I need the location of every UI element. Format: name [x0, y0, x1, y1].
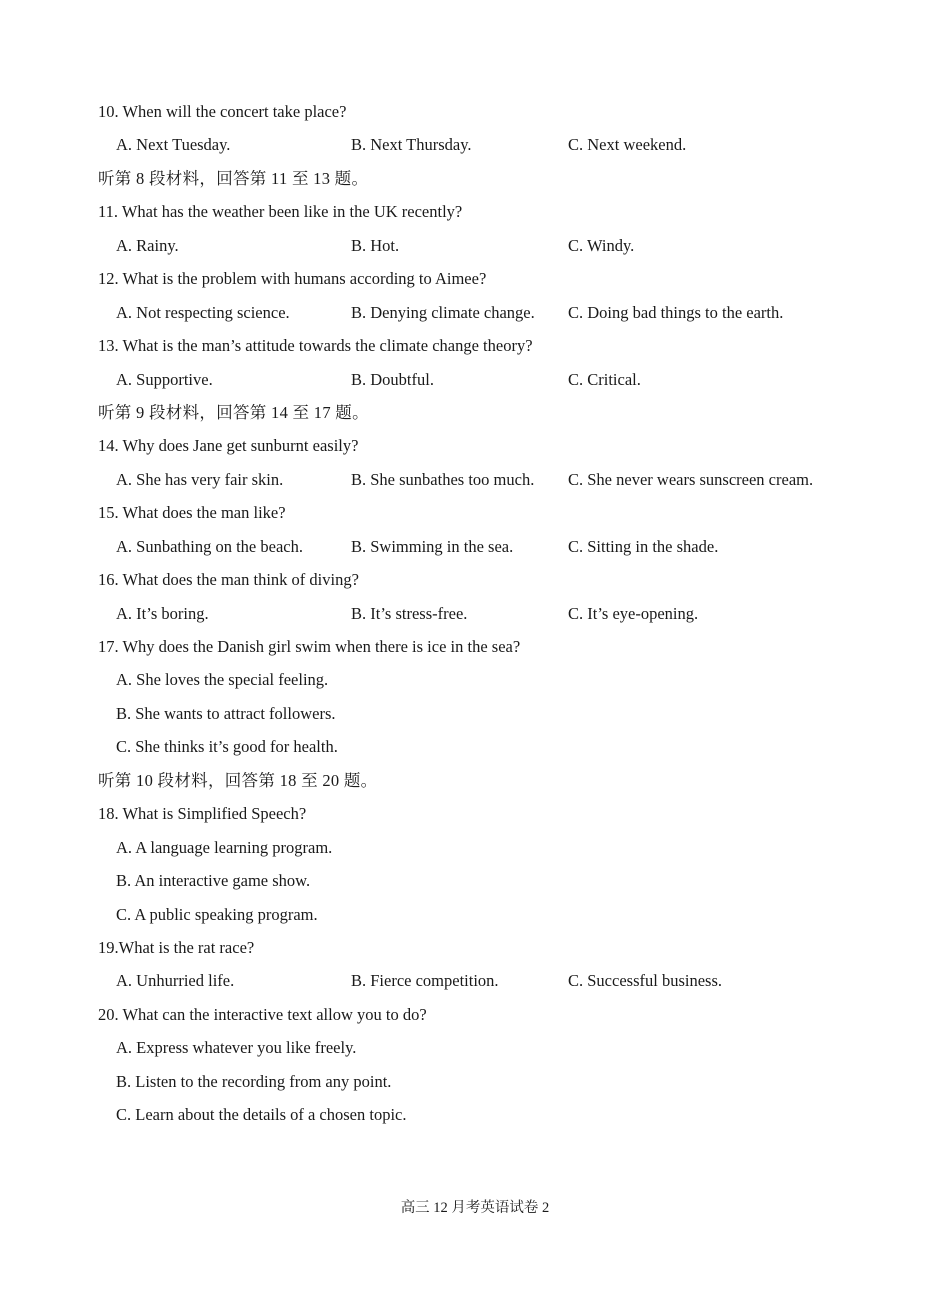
question-15: 15. What does the man like? — [98, 503, 286, 523]
question-20: 20. What can the interactive text allow you to do? — [98, 1004, 427, 1024]
option-18-a: A. A language learning program. — [116, 837, 333, 857]
page-content — [98, 98, 898, 1135]
option-20-a: A. Express whatever you like freely. — [116, 1038, 357, 1058]
option-16-b: B. It’s stress-free. — [351, 603, 468, 623]
option-10-c: C. Next weekend. — [568, 135, 687, 155]
question-16: 16. What does the man think of diving? — [98, 570, 359, 590]
question-17: 17. Why does the Danish girl swim when there is ice in the sea? — [98, 637, 521, 656]
option-14-c: C. She never wears sunscreen cream. — [568, 469, 814, 489]
option-13-b: B. Doubtful. — [351, 369, 434, 389]
option-19-a: A. Unhurried life. — [116, 971, 235, 991]
option-13-a: A. Supportive. — [116, 369, 213, 389]
option-11-c: C. Windy. — [568, 235, 635, 255]
option-14-b: B. She sunbathes too much. — [351, 469, 535, 489]
options-14 — [98, 466, 898, 499]
option-11-a: A. Rainy. — [116, 235, 179, 255]
option-16-c: C. It’s eye-opening. — [568, 603, 699, 623]
option-17-a: A. She loves the special feeling. — [116, 670, 329, 690]
question-13: 13. What is the man’s attitude towards the climate change theory? — [98, 336, 533, 356]
option-10-a: A. Next Tuesday. — [116, 135, 231, 155]
option-15-b: B. Swimming in the sea. — [351, 536, 514, 556]
options-15 — [98, 533, 898, 566]
question-18: 18. What is Simplified Speech? — [98, 804, 307, 824]
option-18-c: C. A public speaking program. — [116, 904, 318, 924]
options-19 — [98, 967, 898, 1000]
option-17-c: C. She thinks it’s good for health. — [116, 737, 338, 757]
section-8-instruction: 听第 8 段材料，回答第 11 至 13 题。 — [98, 168, 369, 188]
option-20-b: B. Listen to the recording from any point. — [116, 1071, 392, 1091]
question-10: 10. When will the concert take place? — [98, 102, 347, 121]
question-14: 14. Why does Jane get sunburnt easily? — [98, 436, 359, 456]
question-12: 12. What is the problem with humans according to Aimee? — [98, 269, 487, 289]
option-12-b: B. Denying climate change. — [351, 302, 535, 322]
option-19-c: C. Successful business. — [568, 971, 722, 991]
option-16-a: A. It’s boring. — [116, 603, 209, 623]
option-11-b: B. Hot. — [351, 235, 400, 255]
options-10 — [98, 131, 898, 164]
options-12 — [98, 299, 898, 332]
options-16 — [98, 600, 898, 633]
option-12-c: C. Doing bad things to the earth. — [568, 302, 784, 322]
question-11: 11. What has the weather been like in the UK recently? — [98, 202, 463, 222]
option-19-b: B. Fierce competition. — [351, 971, 499, 991]
page-footer: 高三 12 月考英语试卷 2 — [400, 1200, 550, 1216]
option-10-b: B. Next Thursday. — [351, 135, 472, 155]
section-10-instruction: 听第 10 段材料，回答第 18 至 20 题。 — [98, 770, 378, 790]
options-11 — [98, 232, 898, 265]
option-14-a: A. She has very fair skin. — [116, 469, 284, 489]
option-18-b: B. An interactive game show. — [116, 871, 311, 891]
question-19: 19.What is the rat race? — [98, 937, 255, 957]
options-13 — [98, 366, 898, 399]
option-17-b: B. She wants to attract followers. — [116, 703, 336, 723]
option-15-a: A. Sunbathing on the beach. — [116, 536, 303, 556]
option-12-a: A. Not respecting science. — [116, 302, 290, 322]
section-9-instruction: 听第 9 段材料，回答第 14 至 17 题。 — [98, 402, 369, 422]
option-20-c: C. Learn about the details of a chosen topic. — [116, 1105, 407, 1125]
option-13-c: C. Critical. — [568, 369, 641, 389]
option-15-c: C. Sitting in the shade. — [568, 536, 719, 556]
